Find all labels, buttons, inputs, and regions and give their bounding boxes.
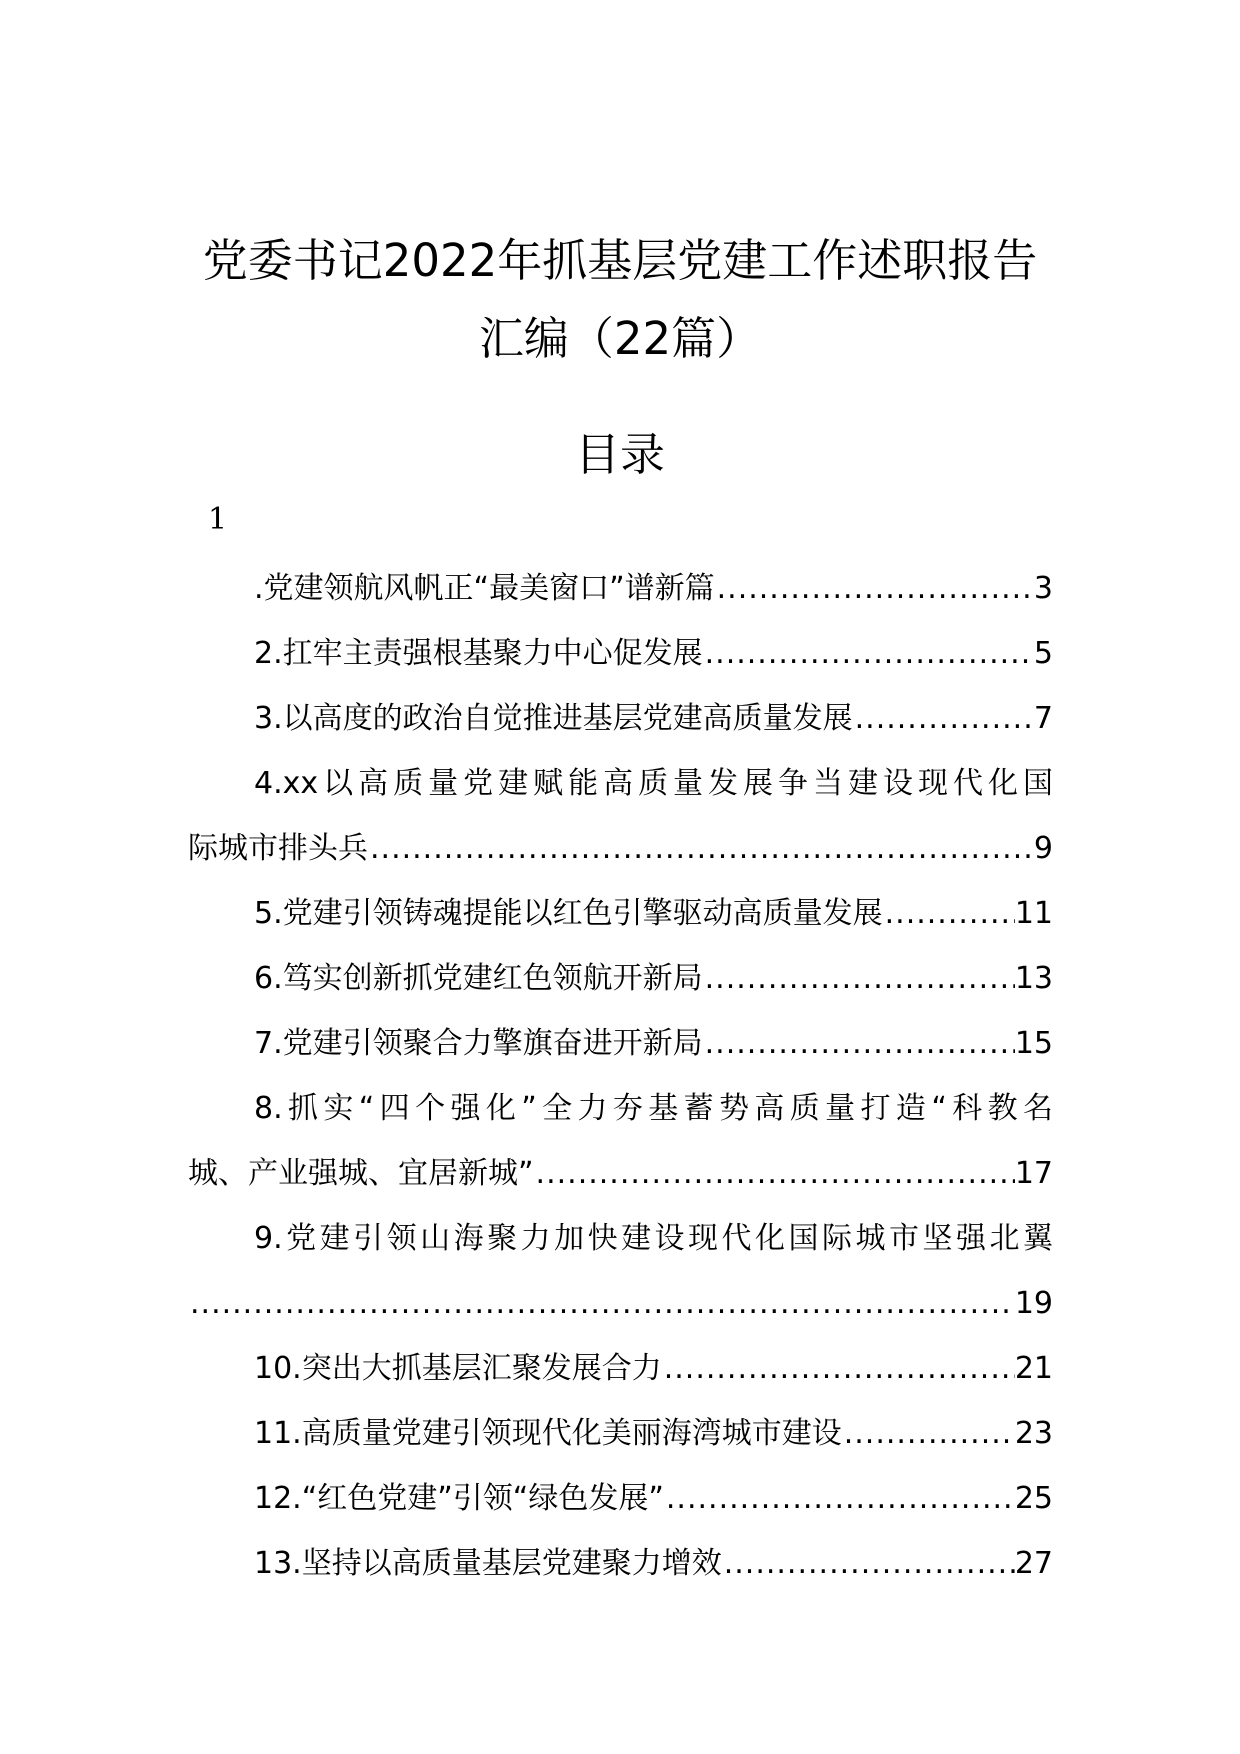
toc-entry-label: 11.高质量党建引领现代化美丽海湾城市建设	[254, 1416, 842, 1451]
toc-leader-dots	[883, 881, 1015, 946]
toc-entry-label-line1: 4.xx以高质量党建赋能高质量发展争当建设现代化国	[254, 766, 1053, 801]
toc-entry-page: 25	[1014, 1481, 1053, 1516]
title-line-2: 汇编（22篇）	[478, 312, 762, 365]
toc-entry-8[interactable]	[188, 1076, 1053, 1206]
table-of-contents	[188, 556, 1053, 1596]
toc-entry-3[interactable]	[188, 686, 1053, 751]
document-title	[0, 222, 1240, 378]
toc-heading: 目录	[574, 428, 665, 481]
toc-entry-10[interactable]	[188, 1336, 1053, 1401]
toc-leader-dots	[703, 1011, 1015, 1076]
toc-leader-dots	[664, 1466, 1015, 1531]
toc-entry-page: 17	[1014, 1156, 1053, 1191]
toc-entry-page: 7	[1033, 701, 1053, 736]
toc-entry-label: 10.突出大抓基层汇聚发展合力	[254, 1351, 662, 1386]
toc-entry-7[interactable]	[188, 1011, 1053, 1076]
toc-entry-page: 5	[1033, 636, 1053, 671]
toc-entry-page: 21	[1014, 1351, 1053, 1386]
toc-entry-4[interactable]	[188, 751, 1053, 881]
toc-entry-13[interactable]	[188, 1531, 1053, 1596]
toc-entry-page: 13	[1014, 961, 1053, 996]
toc-entry-11[interactable]	[188, 1401, 1053, 1466]
toc-entry-label: 6.笃实创新抓党建红色领航开新局	[254, 961, 703, 996]
toc-leader-dots	[722, 1531, 1015, 1596]
toc-leader-dots	[842, 1401, 1015, 1466]
toc-entry-12[interactable]	[188, 1466, 1053, 1531]
toc-entry-label: 2.扛牢主责强根基聚力中心促发展	[254, 636, 703, 671]
toc-entry-label: 城、产业强城、宜居新城”	[188, 1156, 534, 1191]
toc-entry-page: 15	[1014, 1026, 1053, 1061]
stray-number: 1	[208, 502, 228, 537]
title-line-1: 党委书记2022年抓基层党建工作述职报告	[202, 234, 1038, 287]
toc-entry-label: 13.坚持以高质量基层党建聚力增效	[254, 1546, 722, 1581]
toc-leader-dots	[703, 621, 1034, 686]
toc-entry-label: 7.党建引领聚合力擎旗奋进开新局	[254, 1026, 703, 1061]
toc-leader-dots	[188, 1271, 1015, 1336]
toc-entry-label: 12.“红色党建”引领“绿色发展”	[254, 1481, 664, 1516]
toc-entry-page: 11	[1014, 896, 1053, 931]
toc-leader-dots	[703, 946, 1015, 1011]
toc-entry-label: 3.以高度的政治自觉推进基层党建高质量发展	[254, 701, 853, 736]
toc-entry-6[interactable]	[188, 946, 1053, 1011]
toc-entry-2[interactable]	[188, 621, 1053, 686]
toc-entry-label-line1: 8.抓实“四个强化”全力夯基蓄势高质量打造“科教名	[254, 1091, 1053, 1126]
toc-leader-dots	[368, 816, 1034, 881]
toc-leader-dots	[534, 1141, 1015, 1206]
toc-entry-label: 5.党建引领铸魂提能以红色引擎驱动高质量发展	[254, 896, 883, 931]
toc-entry-page: 9	[1033, 831, 1053, 866]
toc-entry-label: 际城市排头兵	[188, 831, 368, 866]
toc-entry-page: 27	[1014, 1546, 1053, 1581]
toc-entry-5[interactable]	[188, 881, 1053, 946]
toc-entry-page: 3	[1033, 571, 1053, 606]
toc-entry-label-line1: 9.党建引领山海聚力加快建设现代化国际城市坚强北翼	[254, 1221, 1053, 1256]
toc-leader-dots	[715, 556, 1034, 621]
toc-entry-9[interactable]	[188, 1206, 1053, 1336]
toc-entry-page: 23	[1014, 1416, 1053, 1451]
toc-entry-page: 19	[1014, 1286, 1053, 1321]
toc-leader-dots	[662, 1336, 1015, 1401]
toc-entry-1[interactable]	[188, 556, 1053, 621]
toc-entry-label: .党建领航风帆正“最美窗口”谱新篇	[254, 571, 715, 606]
toc-leader-dots	[853, 686, 1034, 751]
